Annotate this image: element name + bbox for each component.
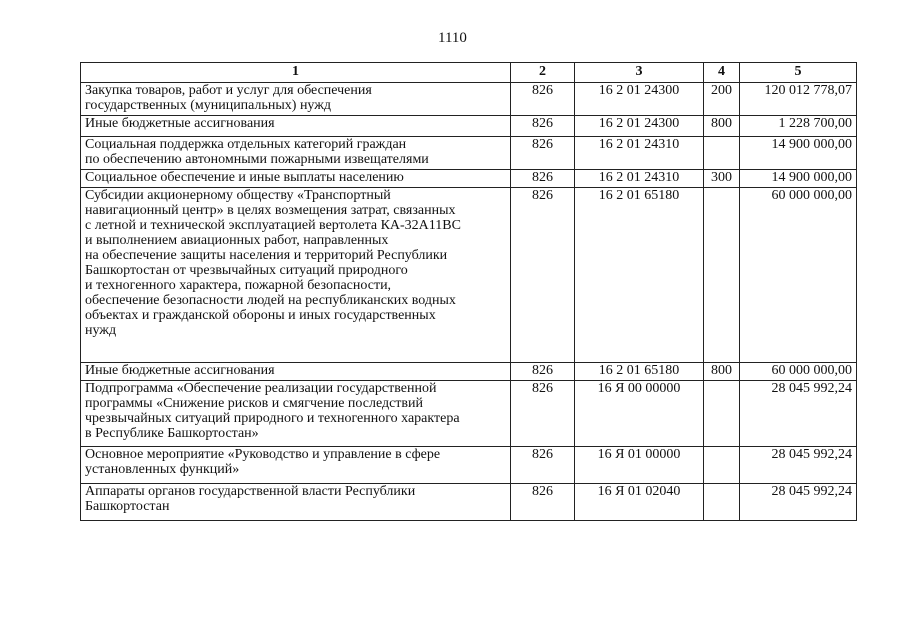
table-row xyxy=(81,116,857,137)
row-ved: 826 xyxy=(511,170,575,188)
row-name: Социальное обеспечение и иные выплаты населению xyxy=(81,170,511,188)
row-vr xyxy=(704,447,740,484)
row-csr: 16 2 01 24300 xyxy=(575,116,704,137)
row-csr: 16 2 01 65180 xyxy=(575,188,704,363)
table-row xyxy=(81,381,857,447)
row-sum: 28 045 992,24 xyxy=(740,381,857,447)
row-name: Аппараты органов государственной власти Республики Башкортостан xyxy=(81,484,511,521)
row-sum: 14 900 000,00 xyxy=(740,137,857,170)
row-name: Основное мероприятие «Руководство и управление в сфере установленных функций» xyxy=(81,447,511,484)
row-vr xyxy=(704,137,740,170)
row-csr: 16 Я 00 00000 xyxy=(575,381,704,447)
table-row xyxy=(81,83,857,116)
row-vr: 800 xyxy=(704,116,740,137)
row-ved: 826 xyxy=(511,188,575,363)
row-sum: 1 228 700,00 xyxy=(740,116,857,137)
row-name: Иные бюджетные ассигнования xyxy=(81,363,511,381)
page-number: 1110 xyxy=(438,30,467,46)
row-name: Подпрограмма «Обеспечение реализации государственной программы «Снижение рисков и смягчение последствий чрезвычайных ситуаций природного и техногенного характера в Республике Башкортостан» xyxy=(81,381,511,447)
row-csr: 16 2 01 24300 xyxy=(575,83,704,116)
table-row xyxy=(81,363,857,381)
budget-table xyxy=(80,62,857,521)
row-vr: 800 xyxy=(704,363,740,381)
header-col-2: 2 xyxy=(511,63,575,83)
row-sum: 60 000 000,00 xyxy=(740,188,857,363)
row-csr: 16 2 01 24310 xyxy=(575,137,704,170)
row-name: Иные бюджетные ассигнования xyxy=(81,116,511,137)
row-sum: 60 000 000,00 xyxy=(740,363,857,381)
row-ved: 826 xyxy=(511,381,575,447)
row-name: Социальная поддержка отдельных категорий граждан по обеспечению автономными пожарными извещателями xyxy=(81,137,511,170)
row-ved: 826 xyxy=(511,363,575,381)
row-sum: 28 045 992,24 xyxy=(740,484,857,521)
row-vr xyxy=(704,381,740,447)
row-sum: 14 900 000,00 xyxy=(740,170,857,188)
row-vr: 200 xyxy=(704,83,740,116)
table-row xyxy=(81,188,857,363)
header-col-4: 4 xyxy=(704,63,740,83)
row-csr: 16 2 01 24310 xyxy=(575,170,704,188)
row-ved: 826 xyxy=(511,137,575,170)
row-csr: 16 Я 01 00000 xyxy=(575,447,704,484)
row-name: Закупка товаров, работ и услуг для обеспечения государственных (муниципальных) нужд xyxy=(81,83,511,116)
table-row xyxy=(81,484,857,521)
row-ved: 826 xyxy=(511,484,575,521)
row-sum: 120 012 778,07 xyxy=(740,83,857,116)
header-col-1: 1 xyxy=(81,63,511,83)
table-header-row xyxy=(81,63,857,83)
row-csr: 16 2 01 65180 xyxy=(575,363,704,381)
row-vr xyxy=(704,188,740,363)
row-csr: 16 Я 01 02040 xyxy=(575,484,704,521)
row-sum: 28 045 992,24 xyxy=(740,447,857,484)
row-vr xyxy=(704,484,740,521)
table-row xyxy=(81,137,857,170)
table-row xyxy=(81,170,857,188)
header-col-5: 5 xyxy=(740,63,857,83)
row-ved: 826 xyxy=(511,447,575,484)
header-col-3: 3 xyxy=(575,63,704,83)
row-vr: 300 xyxy=(704,170,740,188)
row-name: Субсидии акционерному обществу «Транспортный навигационный центр» в целях возмещения затрат, связанных с летной и технической эксплуатацией вертолета КА-32А11ВС и выполнением авиационных работ, направленных на обеспечение защиты населения и территорий Республики Башкортостан от чрезвычайных ситуаций природного и техногенного характера, пожарной безопасности, обеспечение безопасности людей на республиканских водных объектах и гражданской обороны и иных государственных нужд xyxy=(81,188,511,363)
row-ved: 826 xyxy=(511,83,575,116)
row-ved: 826 xyxy=(511,116,575,137)
table-row xyxy=(81,447,857,484)
